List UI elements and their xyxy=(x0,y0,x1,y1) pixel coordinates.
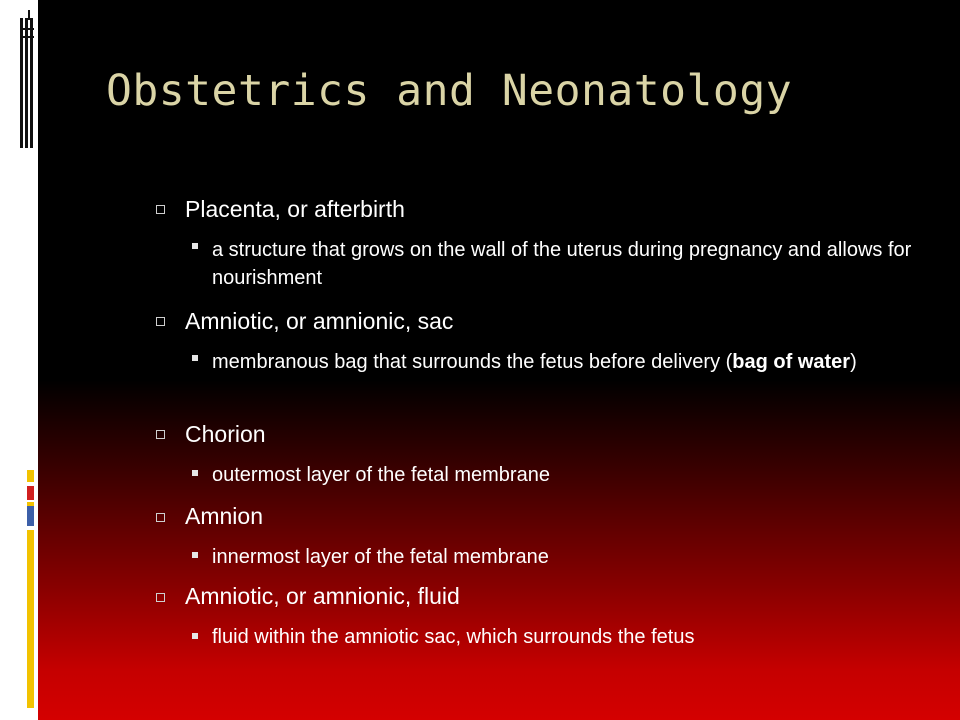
term-placenta: Placenta, or afterbirth xyxy=(185,196,405,222)
filled-square-bullet-icon xyxy=(192,355,198,361)
definition-placenta: a structure that grows on the wall of the uterus during pregnancy and allows for nourishment xyxy=(212,239,912,289)
definition-emphasis: bag of water xyxy=(732,351,851,373)
definition-text: membranous bag that surrounds the fetus before delivery ( xyxy=(212,351,733,373)
slide-title: Obstetrics and Neonatology xyxy=(106,66,793,116)
definition-amnion: innermost layer of the fetal membrane xyxy=(212,546,549,568)
term-chorion: Chorion xyxy=(185,421,266,447)
filled-square-bullet-icon xyxy=(192,552,198,558)
filled-square-bullet-icon xyxy=(192,243,198,249)
hollow-square-bullet-icon xyxy=(156,593,165,602)
term-amniotic-sac: Amniotic, or amnionic, sac xyxy=(185,308,454,334)
hollow-square-bullet-icon xyxy=(156,317,165,326)
definition-chorion: outermost layer of the fetal membrane xyxy=(212,464,550,486)
definition-amniotic-sac xyxy=(212,348,912,376)
term-amniotic-fluid: Amniotic, or amnionic, fluid xyxy=(185,583,460,609)
filled-square-bullet-icon xyxy=(192,633,198,639)
hollow-square-bullet-icon xyxy=(156,205,165,214)
hollow-square-bullet-icon xyxy=(156,513,165,522)
filled-square-bullet-icon xyxy=(192,470,198,476)
term-amnion: Amnion xyxy=(185,503,263,529)
definition-text-end: ) xyxy=(850,351,857,373)
definition-amniotic-fluid: fluid within the amniotic sac, which surrounds the fetus xyxy=(212,626,695,648)
hollow-square-bullet-icon xyxy=(156,430,165,439)
